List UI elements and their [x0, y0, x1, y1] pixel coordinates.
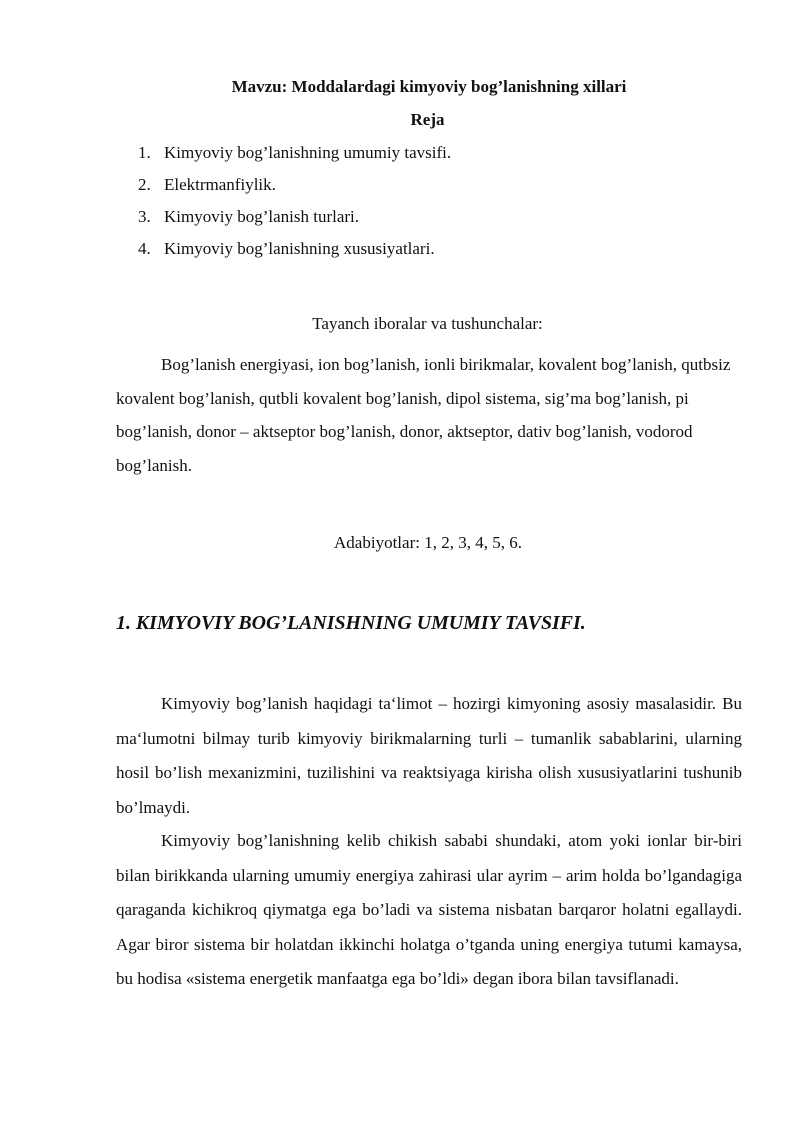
- plan-item-text: Elektrmanfiylik.: [164, 175, 276, 194]
- plan-item-number: 2.: [138, 175, 151, 194]
- plan-item-number: 1.: [138, 143, 151, 162]
- plan-list: [138, 142, 451, 270]
- plan-item-text: Kimyoviy bog’lanishning xususiyatlari.: [164, 239, 435, 258]
- plan-heading: Reja: [410, 110, 445, 129]
- body-paragraph: Kimyoviy bog’lanish haqidagi ta‘limot – hozirgi kimyoning asosiy masalasidir. Bu ma‘lumotni bilmay turib kimyoviy birikmalarning turli – tumanlik sabablarini, ularning hosil bo’lish mexanizmini, tuzilishini va reaktsiyaga kirisha olish xususiyatlarini tushunib bo’lmaydi.: [116, 694, 742, 817]
- document-title: Mavzu: Moddalardagi kimyoviy bog’lanishning xillari: [231, 77, 627, 96]
- plan-item: [138, 142, 451, 174]
- keywords-text: Bog’lanish energiyasi, ion bog’lanish, ionli birikmalar, kovalent bog’lanish, qutbsiz kovalent bog’lanish, qutbli kovalent bog’lanish, dipol sistema, sig’ma bog’lanish, pi bog’lanish, donor – aktseptor bog’lanish, donor, aktseptor, dativ bog’lanish, vodorod bog’lanish.: [116, 355, 731, 475]
- section-heading: 1. KIMYOVIY BOG’LANISHNING UMUMIY TAVSIFI.: [116, 612, 586, 634]
- plan-item-text: Kimyoviy bog’lanish turlari.: [164, 207, 360, 226]
- plan-item: [138, 206, 451, 238]
- plan-item: [138, 238, 451, 270]
- plan-item-number: 4.: [138, 239, 151, 258]
- plan-item-number: 3.: [138, 207, 151, 226]
- plan-item-text: Kimyoviy bog’lanishning umumiy tavsifi.: [164, 143, 452, 162]
- plan-item: [138, 174, 451, 206]
- references: Adabiyotlar: 1, 2, 3, 4, 5, 6.: [334, 533, 522, 552]
- keywords-heading: Tayanch iboralar va tushunchalar:: [312, 314, 543, 333]
- body-paragraph: Kimyoviy bog’lanishning kelib chikish sababi shundaki, atom yoki ionlar bir-biri bilan birikkanda ularning umumiy energiya zahirasi ular ayrim – arim holda bo’lgandagiga qaraganda kichikroq qiymatga ega bo’ladi va sistema nisbatan barqaror holatni egallaydi. Agar biror sistema bir holatdan ikkinchi holatga o’tganda uning energiya tutumi kamaysa, bu hodisa «sistema energetik manfaatga ega bo’ldi» degan ibora bilan tavsiflanadi.: [116, 831, 742, 989]
